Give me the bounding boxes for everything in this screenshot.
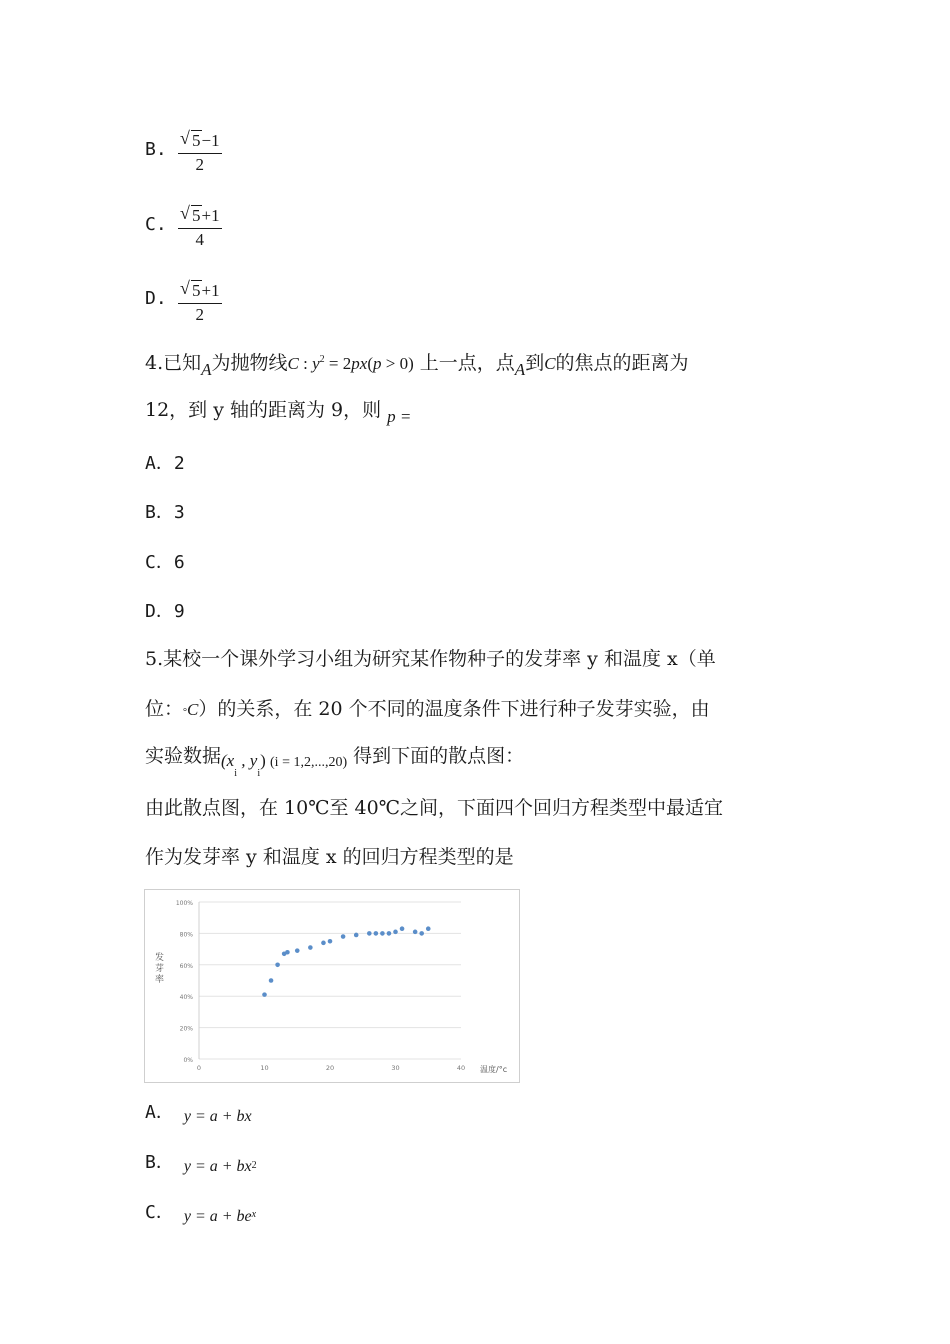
x-tick-label: 20 xyxy=(325,1064,335,1072)
question-5-line-1: 5.某校一个课外学习小组为研究某作物种子的发芽率 y 和温度 x（单 xyxy=(145,648,716,670)
fraction: √ 5−1 2 xyxy=(180,128,220,174)
option-c-q4: C．6 xyxy=(145,552,185,573)
data-point xyxy=(308,945,313,950)
question-5-line-5: 作为发芽率 y 和温度 x 的回归方程类型的是 xyxy=(145,846,514,868)
question-5-line-3: 实验数据($x_i$ , $y_i$) (i = 1,2,...,20) 得到下面的散点图： xyxy=(145,745,525,779)
data-point xyxy=(393,930,398,935)
y-axis-label-char: 发 xyxy=(155,953,165,963)
y-tick-label: 40% xyxy=(179,994,193,1002)
option-c-q5: C． y = a + bex xyxy=(145,1202,257,1225)
y-tick-label: 0% xyxy=(183,1057,193,1064)
data-point xyxy=(387,931,392,936)
data-point xyxy=(285,950,290,955)
fraction: √ 5+1 2 xyxy=(180,278,220,324)
x-tick-label: 30 xyxy=(391,1064,400,1072)
data-point xyxy=(328,939,333,944)
option-label: B. xyxy=(145,139,167,160)
option-a-q4: A．2 xyxy=(145,453,185,474)
data-point xyxy=(380,931,385,936)
x-tick-label: 0 xyxy=(196,1064,202,1072)
x-axis-label: 温度/°c xyxy=(480,1065,508,1074)
question-5-line-4: 由此散点图，在 10℃至 40℃之间，下面四个回归方程类型中最适宜 xyxy=(145,797,723,819)
data-point xyxy=(374,931,379,936)
data-point xyxy=(419,931,424,936)
question-4-line-1: 4.已知A为抛物线C : $y^2 = 2px(p > 0)$ 上一点，点A到C的焦点的距离为 xyxy=(145,352,689,379)
y-axis-label-char: 率 xyxy=(155,975,165,985)
x-tick-label: 40 xyxy=(456,1064,466,1072)
option-label: C. xyxy=(145,214,167,235)
data-point xyxy=(275,963,280,968)
option-a-q5: A． y = a + bx xyxy=(145,1102,252,1125)
x-tick-label: 10 xyxy=(260,1064,269,1072)
data-point xyxy=(354,933,359,938)
data-point xyxy=(400,926,405,931)
data-point xyxy=(341,934,346,939)
question-4-line-2: 12，到 y 轴的距离为 9，则 p = xyxy=(145,399,412,426)
data-point xyxy=(262,992,267,997)
y-axis-label-char: 芽 xyxy=(155,964,165,974)
y-tick-label: 20% xyxy=(179,1025,193,1033)
option-b-q5: B． y = a + bx2 xyxy=(145,1152,257,1175)
data-point xyxy=(413,930,418,935)
data-point xyxy=(295,948,300,953)
data-point xyxy=(367,931,372,936)
y-tick-label: 100% xyxy=(175,900,193,907)
option-label: D. xyxy=(145,288,167,309)
option-b-q4: B．3 xyxy=(145,502,185,523)
scatter-chart xyxy=(144,889,520,1083)
data-point xyxy=(426,926,431,931)
y-tick-label: 80% xyxy=(179,931,193,939)
data-point xyxy=(321,941,326,946)
fraction: √ 5+1 4 xyxy=(180,203,220,249)
scatter-plot-svg xyxy=(145,890,519,1082)
y-tick-label: 60% xyxy=(179,962,193,970)
y-axis-label xyxy=(155,951,164,985)
option-d-q4: D．9 xyxy=(145,601,185,622)
data-point xyxy=(269,978,274,983)
question-5-line-2: 位：°C）的关系，在 20 个不同的温度条件下进行种子发芽实验，由 xyxy=(145,698,710,720)
